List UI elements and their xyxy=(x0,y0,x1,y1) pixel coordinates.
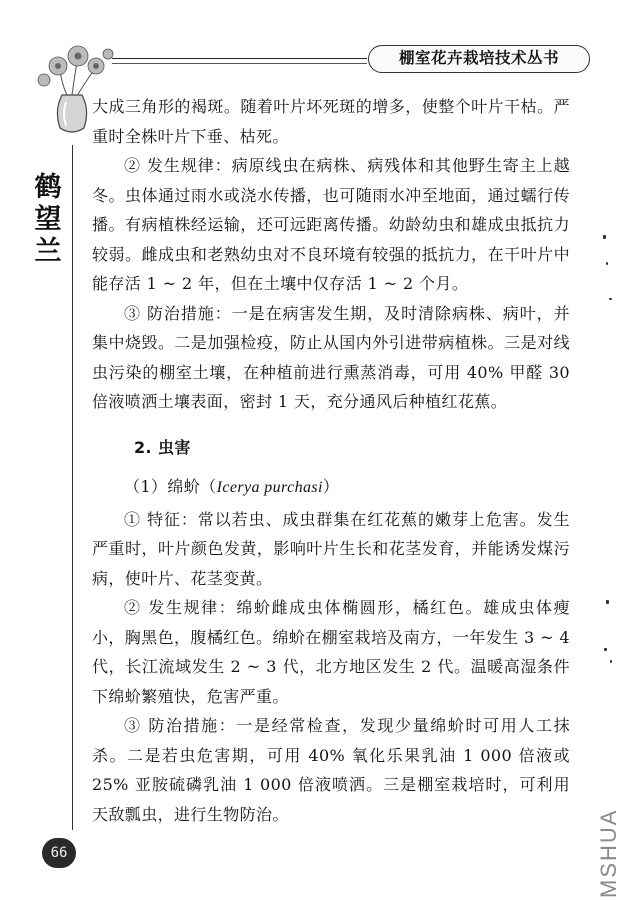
book-title-char: 望 xyxy=(34,204,62,235)
scan-speck xyxy=(606,600,609,604)
header-rule xyxy=(112,58,367,59)
paragraph: ③ 防治措施：一是在病害发生期，及时清除病株、病叶，并集中烧毁。二是加强检疫，防止从国内外引进带病植株。三是对线虫污染的棚室土壤，在种植前进行熏蒸消毒，可用 40% 甲醛 30 倍液喷洒土壤表面，密封 1 天，充分通风后种植红花蕉。 xyxy=(92,303,570,411)
paragraph: ① 特征：常以若虫、成虫群集在红花蕉的嫩芽上危害。发生严重时，叶片颜色发黄，影响叶片生长和花茎发育，并能诱发煤污病，使叶片、花茎变黄。 xyxy=(92,509,570,588)
section-heading: 2. 虫害 xyxy=(134,437,191,457)
book-title-vertical xyxy=(28,172,68,268)
scan-speck xyxy=(604,648,607,651)
scan-speck xyxy=(610,660,612,663)
book-title-char: 鹤 xyxy=(34,172,62,203)
paragraph: 大成三角形的褐斑。随着叶片坏死斑的增多，使整个叶片干枯。严重时全株叶片下垂、枯死。 xyxy=(92,97,570,146)
page-body xyxy=(92,92,570,829)
series-title: 棚室花卉栽培技术丛书 xyxy=(368,45,590,73)
scan-speck xyxy=(606,262,608,265)
margin-rule xyxy=(72,145,73,830)
scan-speck xyxy=(609,298,612,300)
book-title-char: 兰 xyxy=(34,236,62,267)
scan-speck xyxy=(603,235,606,239)
watermark: MSHUA xyxy=(596,808,621,898)
paragraph: ② 发生规律：病原线虫在病株、病残体和其他野生寄主上越冬。虫体通过雨水或浇水传播，也可随雨水冲至地面，通过蠕行传播。有病植株经运输，还可远距离传播。幼龄幼虫和雄成虫抵抗力较弱。雌成虫和老熟幼虫对不良环境有较强的抵抗力，在干叶片中能存活 1 ~ 2 年，但在土壤中仅存活 1 ~ 2 个月。 xyxy=(92,156,570,293)
page-number: 66 xyxy=(42,838,76,868)
sub-heading-suffix: ） xyxy=(322,477,340,496)
scientific-name: Icerya purchasi xyxy=(216,479,323,496)
sub-heading-prefix: （1）绵蚧（ xyxy=(124,477,217,496)
sub-heading xyxy=(92,472,570,503)
paragraph: ③ 防治措施：一是经常检查，发现少量绵蚧时可用人工抹杀。二是若虫危害期，可用 40% 氧化乐果乳油 1 000 倍液或 25% 亚胺硫磷乳油 1 000 倍液喷洒。三是棚室栽培时，可利用天敌瓢虫，进行生物防治。 xyxy=(92,716,570,824)
header-rule-thin xyxy=(112,63,367,64)
paragraph: ② 发生规律：绵蚧雌成虫体椭圆形，橘红色。雄成虫体瘦小，胸黑色，腹橘红色。绵蚧在棚室栽培及南方，一年发生 3 ~ 4 代，长江流域发生 2 ~ 3 代，北方地区发生 2 代。温暖高湿条件下绵蚧繁殖快，危害严重。 xyxy=(92,598,570,706)
